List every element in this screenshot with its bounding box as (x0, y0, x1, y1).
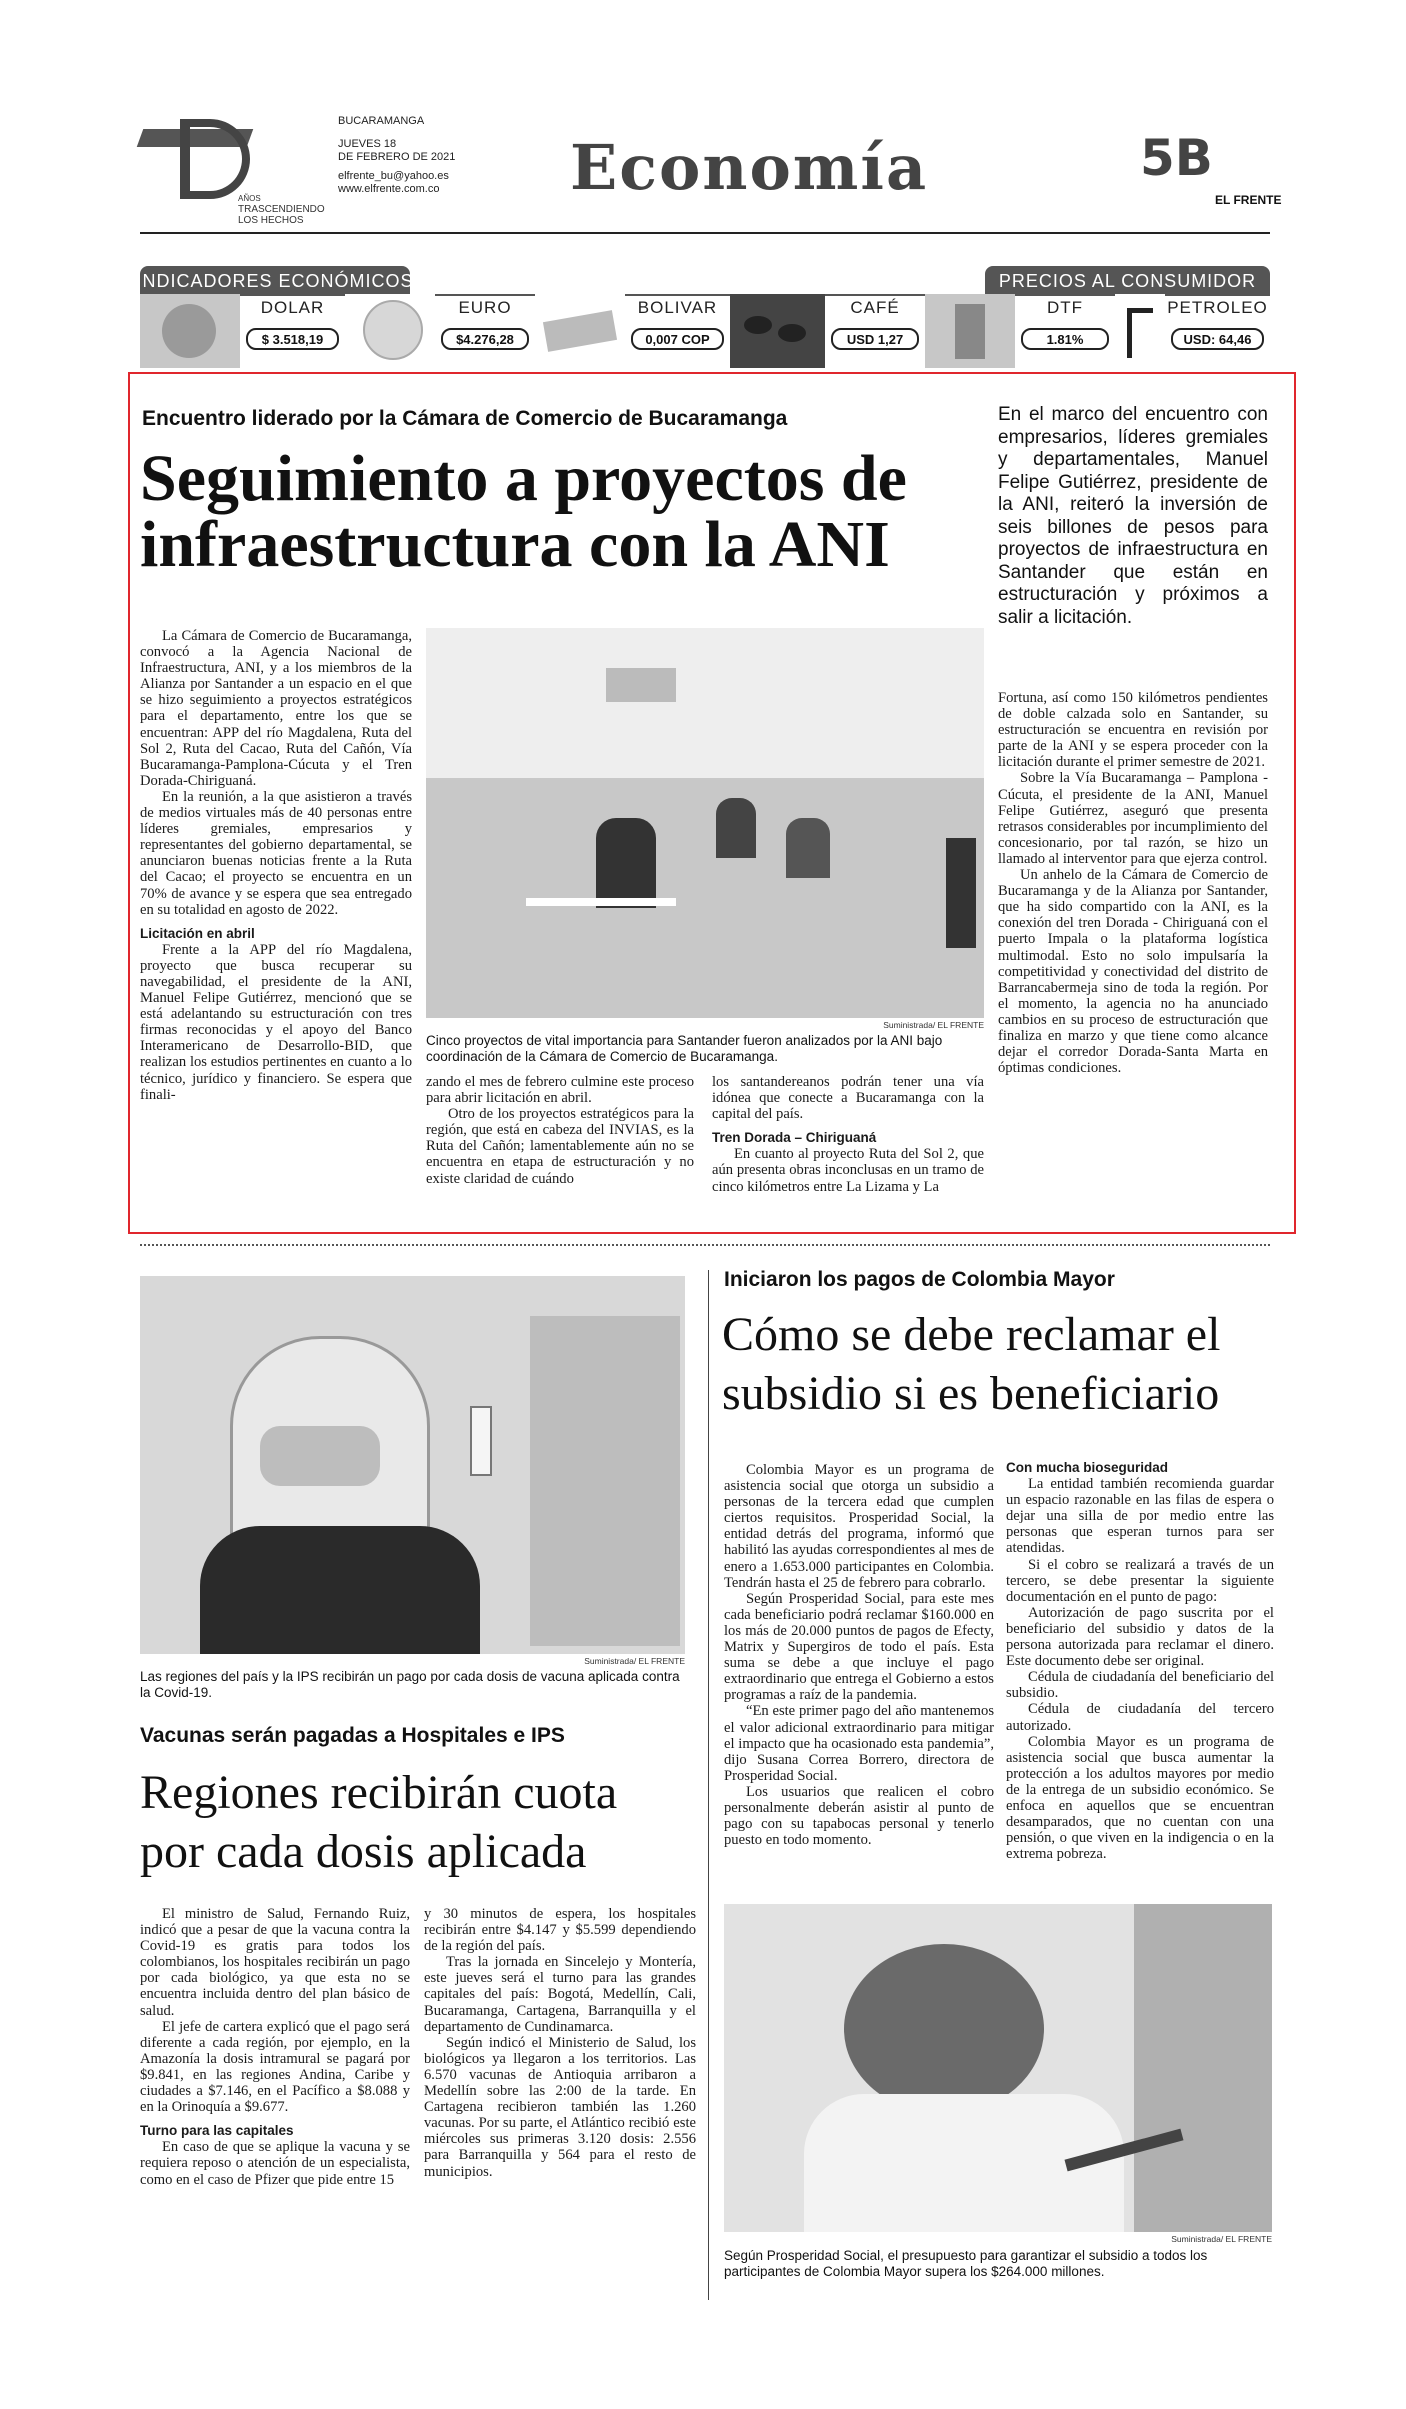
paragraph: Según indicó el Ministerio de Salud, los biológicos ya llegaron a los territorios. Las 6.570 vacunas de Antioquia arribaron a Medellín sobre las 2:00 de la tarde. En Cartagena recibieron también las 1.260 vacunas. Por su parte, el Atlántico recibió este miércoles sus primeras 3.120 dosis: 2.556 para Barranquilla y 564 para el resto de municipios. (424, 2034, 696, 2180)
section-divider (140, 1244, 1270, 1246)
article3-headline-line2: subsidio si es beneficiario (722, 1366, 1220, 1420)
photo-caption: Cinco proyectos de vital importancia para Santander fueron analizados por la ANI bajo coordinación de la Cámara de Comercio de Bucaramanga. (426, 1033, 943, 1064)
paragraph: Los usuarios que realicen el cobro personalmente deberán asistir al punto de pago con su tapabocas personal y tenerlo puesto en todo momento. (724, 1783, 994, 1849)
edition-date-1: JUEVES 18 (338, 138, 397, 150)
photo-credit: Suministrada/ EL FRENTE (883, 1020, 984, 1030)
article1-kicker: Encuentro liderado por la Cámara de Comercio de Bucaramanga (142, 407, 788, 430)
paragraph: La Cámara de Comercio de Bucaramanga, convocó a la Agencia Nacional de Infraestructura, ANI, y a los miembros de la Alianza por Santander a un espacio en el que se hizo seguimiento a proyectos estratégicos para el departamento, entre los que se encuentran: APP del río Magdalena, Ruta del Sol 2, Ruta del Cacao, Ruta del Cañón, Vía Bucaramanga-Pamplona-Cúcuta y el Tren Dorada-Chiriguaná. (140, 628, 412, 789)
article1-column-4 (998, 690, 1268, 1226)
article2-headline (140, 1764, 700, 1881)
paragraph: En caso de que se aplique la vacuna y se requiera reposo o atención de un especialista, como en el caso de Pfizer que pide entre 15 (140, 2139, 410, 2188)
article2-headline-line1: Regiones recibirán cuota (140, 1766, 618, 1819)
vaccine-photo (140, 1276, 685, 1654)
paragraph: En la reunión, a la que asistieron a través de medios virtuales más de 40 personas entre líderes gremiales, empresarios y representantes del gobierno departamental, se anunciaron buenas noticias frente a la Ruta del Cacao; el proyecto se encuentra en un 70% de avance y se espera que sea entregado en su totalidad en agosto de 2022. (140, 788, 412, 918)
paragraph: Un anhelo de la Cámara de Comercio de Bucaramanga y de la Alianza por Santander, que ha sido compartido con la ANI, es la conexión del tren Dorada - Chiriguaná con el puerto Impala o la plataforma logística multimodal. Esto no solo impulsaría la competitividad y conectividad del distrito de Barrancabermeja sino de toda la región. Por el momento, la agencia no ha anunciado cambios en su proceso de estructuración que finaliza en marzo y que tiene como alcance dejar el corredor Dorada-Santa Marta en óptimas condiciones. (998, 867, 1268, 1077)
subheading: Licitación en abril (140, 925, 255, 941)
article1-column-2 (426, 1074, 694, 1228)
logo-years: AÑOS (238, 194, 261, 203)
subheading: Con mucha bioseguridad (1006, 1460, 1169, 1475)
paragraph: zando el mes de febrero culmine este proceso para abrir licitación en abril. (426, 1074, 694, 1107)
indicator-value: $ 3.518,19 (246, 328, 339, 350)
logo-tagline-2: LOS HECHOS (238, 215, 304, 226)
paragraph: Cédula de ciudadanía del beneficiario del subsidio. (1006, 1669, 1274, 1702)
photo-credit: Suministrada/ EL FRENTE (1171, 2234, 1272, 2244)
paragraph: Otro de los proyectos estratégicos para la región, que está en cabeza del INVIAS, es la Ruta del Cañón; lamentablemente aún no se encuentra en etapa de estructuración y no existe claridad de cuándo (426, 1106, 694, 1187)
article2-kicker: Vacunas serán pagadas a Hospitales e IPS (140, 1724, 565, 1747)
subheading: Turno para las capitales (140, 2123, 294, 2139)
indicator-cafe (825, 294, 925, 368)
photo-caption: Las regiones del país y la IPS recibirán un pago por cada dosis de vacuna aplicada contra la Covid-19. (140, 1669, 680, 1700)
indicator-label: DTF (1046, 298, 1084, 317)
paragraph: Frente a la APP del río Magdalena, proyecto que busca recuperar su navegabilidad, el presidente de la ANI, Manuel Felipe Gutiérrez, mencionó que se está adelantando su estructuración con tres firmas reconocidas y el apoyo del Banco Interamericano de Desarrollo-BID, que realizan los estudios pertinentes en cuanto a lo técnico, jurídico y financiero. Se espera que finali- (140, 941, 412, 1103)
indicator-label: EURO (458, 298, 512, 317)
paragraph: y 30 minutos de espera, los hospitales recibirán entre $4.147 y $5.599 dependiendo de la región del país. (424, 1906, 696, 1955)
column-rule (708, 1270, 709, 2300)
indicator-label: BOLIVAR (637, 298, 718, 317)
paragraph: Si el cobro se realizará a través de un tercero, se debe presentar la siguiente documentación en el punto de pago: (1006, 1556, 1274, 1605)
coffee-beans-image (730, 294, 825, 368)
indicator-value: 0,007 COP (631, 328, 724, 350)
paragraph: “En este primer pago del año mantenemos el valor adicional extraordinario para mitigar el impacto que ha ocasionado esta pandemia”, dijo Susana Correa Borrero, directora de Prosperidad Social. (724, 1703, 994, 1784)
article1-column-1 (140, 628, 412, 1228)
meeting-photo (426, 628, 984, 1018)
indicator-dtf (1015, 294, 1115, 368)
indicators-row (140, 294, 1270, 368)
euro-coin-image (345, 294, 435, 368)
edition-email: elfrente_bu@yahoo.es (338, 170, 449, 182)
economic-indicators-tab: INDICADORES ECONÓMICOS (140, 266, 410, 296)
paragraph: Según Prosperidad Social, para este mes cada beneficiario podrá reclamar $160.000 en los más de 20.000 puntos de pagos de Efecty, Matrix y Supergiros de todo el país. Esta suma se debe a que incluye el pago extraordinario que entrega el Gobierno a estos programas a raíz de la pandemia. (724, 1590, 994, 1704)
logo-tagline-1: TRASCENDIENDO (238, 204, 325, 215)
article1-column-3 (712, 1074, 984, 1228)
indicator-label: DOLAR (260, 298, 325, 317)
edition-date-2: DE FEBRERO DE 2021 (338, 151, 456, 163)
article1-headline-line1: Seguimiento a proyectos de (140, 442, 907, 515)
article3-column-1 (724, 1462, 994, 1898)
paragraph: En cuanto al proyecto Ruta del Sol 2, que aún presenta obras inconclusas en un tramo de cinco kilómetros entre La Lizama y La (712, 1146, 984, 1195)
indicator-value: $4.276,28 (441, 328, 529, 350)
indicator-label: CAFÉ (850, 298, 900, 317)
indicator-euro (435, 294, 535, 368)
article3-headline (722, 1306, 1282, 1423)
edition-info (338, 115, 455, 196)
photo-credit: Suministrada/ EL FRENTE (584, 1656, 685, 1666)
el-frente-logo (140, 115, 325, 226)
article3-column-2 (1006, 1460, 1274, 1900)
paragraph: Autorización de pago suscrita por el beneficiario del subsidio y datos de la persona autorizada para reclamar el dinero. Este documento debe ser original. (1006, 1604, 1274, 1670)
indicator-petroleo (1165, 294, 1270, 368)
coin-image (140, 294, 240, 368)
article3-kicker: Iniciaron los pagos de Colombia Mayor (724, 1268, 1115, 1291)
paragraph: La entidad también recomienda guardar un espacio razonable en las filas de espera o dejar una silla de por medio entre las personas que esperan turnos para ser atendidas. (1006, 1476, 1274, 1557)
consumer-prices-tab: PRECIOS AL CONSUMIDOR (985, 266, 1270, 296)
gas-pump-image (925, 294, 1015, 368)
indicator-value: USD: 64,46 (1171, 328, 1264, 350)
paragraph: Tras la jornada en Sincelejo y Montería, este jueves será el turno para las grandes capitales del país: Bogotá, Medellín, Cali, Bucaramanga, Cartagena, Barranquilla y el departamento de Cundinamarca. (424, 1954, 696, 2035)
page-number: 5B (1140, 129, 1213, 187)
paragraph: Colombia Mayor es un programa de asistencia social que busca aumentar la protección a los adultos mayores por medio de la entrega de un subsidio económico. Se enfoca en aquellos que se encuentran desamparados, que no cuentan con una pensión, o que viven en la indigencia o en la extrema pobreza. (1006, 1733, 1274, 1863)
oil-pump-image (1115, 294, 1165, 368)
paragraph: El jefe de cartera explicó que el pago será diferente a cada región, por ejemplo, en la Amazonía la dosis intramural se pagará por $9.841, en las regiones Andina, Caribe y ciudades a $7.146, en el Pacífico a $8.088 y en la Orinoquía a $9.677. (140, 2018, 410, 2116)
indicator-label: PETROLEO (1167, 298, 1268, 317)
edition-web: www.elfrente.com.co (338, 183, 440, 195)
elderly-man-photo (724, 1904, 1272, 2232)
photo-caption: Según Prosperidad Social, el presupuesto para garantizar el subsidio a todos los participantes de Colombia Mayor supera los $264.000 millones. (724, 2248, 1208, 2279)
indicator-dolar (240, 294, 345, 368)
paragraph: Fortuna, así como 150 kilómetros pendientes de doble calzada solo en Santander, su estructuración se encuentra en revisión por parte de la ANI y se espera proceder con la licitación durante el primer semestre de 2021. (998, 690, 1268, 771)
indicator-value: USD 1,27 (831, 328, 919, 350)
article1-headline (140, 442, 990, 581)
masthead (140, 115, 1282, 235)
indicator-value: 1.81% (1021, 328, 1109, 350)
paragraph: Cédula de ciudadanía del tercero autorizado. (1006, 1701, 1274, 1734)
paragraph: los santandereanos podrán tener una vía idónea que conecte a Bucaramanga con la capital del país. (712, 1074, 984, 1123)
paragraph: Colombia Mayor es un programa de asistencia social que otorga un subsidio a personas de la tercera edad que cumplen ciertos requisitos. Prosperidad Social, la entidad detrás del programa, informó que habilitó las ayudas correspondientes al mes de enero a 1.653.000 participantes en Colombia. Tendrán hasta el 25 de febrero para cobrarlo. (724, 1462, 994, 1591)
article1-lead: En el marco del encuentro con empresarios, líderes gremiales y departamentales, Manuel Felipe Gutiérrez, presidente de la ANI, reiteró la inversión de seis billones de pesos para proyectos de infraestructura en Santander que están en estructuración y próximos a salir a licitación. (998, 404, 1268, 628)
page-brand: EL FRENTE (1215, 193, 1282, 207)
article1-headline-line2: infraestructura con la ANI (140, 508, 890, 581)
subheading: Tren Dorada – Chiriguaná (712, 1130, 877, 1146)
section-title: Economía (570, 131, 929, 204)
indicator-bolivar (625, 294, 730, 368)
banknotes-image (535, 294, 625, 368)
paragraph: Sobre la Vía Bucaramanga – Pamplona - Cúcuta, el presidente de la ANI, Manuel Felipe Gutiérrez, aseguró que presenta retrasos considerables por incumplimiento del concesionario, por tal razón, se hizo un llamado al interventor para que ejerza control. (998, 770, 1268, 867)
masthead-rule (140, 232, 1270, 234)
article2-column-2 (424, 1906, 696, 2326)
edition-city: BUCARAMANGA (338, 115, 425, 127)
article2-headline-line2: por cada dosis aplicada (140, 1824, 587, 1878)
article2-column-1 (140, 1906, 410, 2326)
article3-headline-line1: Cómo se debe reclamar el (722, 1308, 1221, 1361)
paragraph: El ministro de Salud, Fernando Ruiz, indicó que a pesar de que la vacuna contra la Covid-19 es gratis para todos los colombianos, los hospitales recibirán un pago por cada biológico, ya que esta no se encuentra incluida dentro del plan básico de salud. (140, 1906, 410, 2019)
